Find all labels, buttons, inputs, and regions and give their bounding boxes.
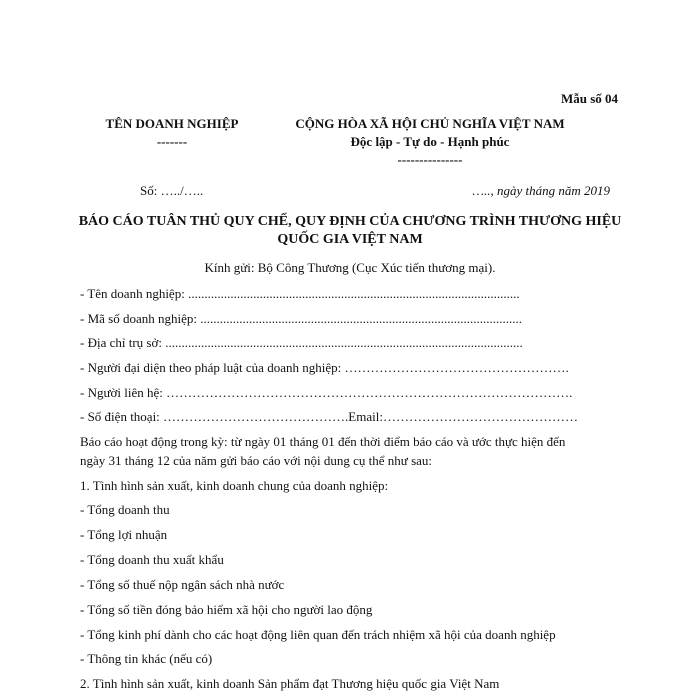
field-contact-person: - Người liên hệ: …………………………………………………………………………………. bbox=[80, 385, 573, 400]
section-1-item: - Thông tin khác (nếu có) bbox=[80, 651, 213, 666]
enterprise-name: TÊN DOANH NGHIỆP bbox=[105, 116, 239, 131]
form-number: Mẫu số 04 bbox=[560, 91, 618, 106]
document-date: ….., ngày tháng năm 2019 bbox=[472, 183, 610, 198]
section-1-item: - Tổng số thuế nộp ngân sách nhà nước bbox=[80, 577, 285, 592]
document-number: Số: …../….. bbox=[140, 183, 204, 198]
field-legal-representative: - Người đại diện theo pháp luật của doanh nghiệp: ……………………………………………. bbox=[80, 360, 569, 375]
field-phone-email: - Số điện thoại: …………………………………….Email:……………………………………… bbox=[80, 409, 578, 424]
report-title-line-1: BÁO CÁO TUÂN THỦ QUY CHẾ, QUY ĐỊNH CỦA CHƯƠNG TRÌNH THƯƠNG HIỆU bbox=[78, 214, 622, 229]
section-1-item: - Tổng doanh thu bbox=[80, 502, 170, 517]
motto-dashes: --------------- bbox=[397, 152, 463, 167]
section-1-heading: 1. Tình hình sản xuất, kinh doanh chung của doanh nghiệp: bbox=[80, 478, 389, 493]
section-1-item: - Tổng số tiền đóng bảo hiểm xã hội cho người lao động bbox=[80, 602, 373, 617]
intro-line-1: Báo cáo hoạt động trong kỳ: từ ngày 01 tháng 01 đến thời điểm báo cáo và ước thực hiện đến bbox=[80, 434, 566, 449]
national-motto: Độc lập - Tự do - Hạnh phúc bbox=[350, 134, 510, 149]
section-1-item: - Tổng doanh thu xuất khẩu bbox=[80, 552, 224, 567]
field-enterprise-code: - Mã số doanh nghiệp: ................................................................................................... bbox=[80, 311, 522, 326]
section-1-item: - Tổng lợi nhuận bbox=[80, 527, 168, 542]
report-title-line-2: QUỐC GIA VIỆT NAM bbox=[277, 232, 423, 247]
field-head-office: - Địa chỉ trụ sở: .............................................................................................................. bbox=[80, 335, 523, 350]
nation-name: CỘNG HÒA XÃ HỘI CHỦ NGHĨA VIỆT NAM bbox=[295, 116, 565, 131]
section-2-heading: 2. Tình hình sản xuất, kinh doanh Sản phẩm đạt Thương hiệu quốc gia Việt Nam bbox=[80, 676, 500, 691]
field-enterprise-name: - Tên doanh nghiệp: ...................................................................................................... bbox=[80, 286, 520, 301]
enterprise-dashes: ------- bbox=[156, 134, 188, 149]
section-1-item: - Tổng kinh phí dành cho các hoạt động liên quan đến trách nhiệm xã hội của doanh nghiệp bbox=[80, 627, 556, 642]
recipient-line: Kính gửi: Bộ Công Thương (Cục Xúc tiến thương mại). bbox=[204, 260, 496, 275]
intro-line-2: ngày 31 tháng 12 của năm gửi báo cáo với nội dung cụ thể như sau: bbox=[80, 453, 433, 468]
